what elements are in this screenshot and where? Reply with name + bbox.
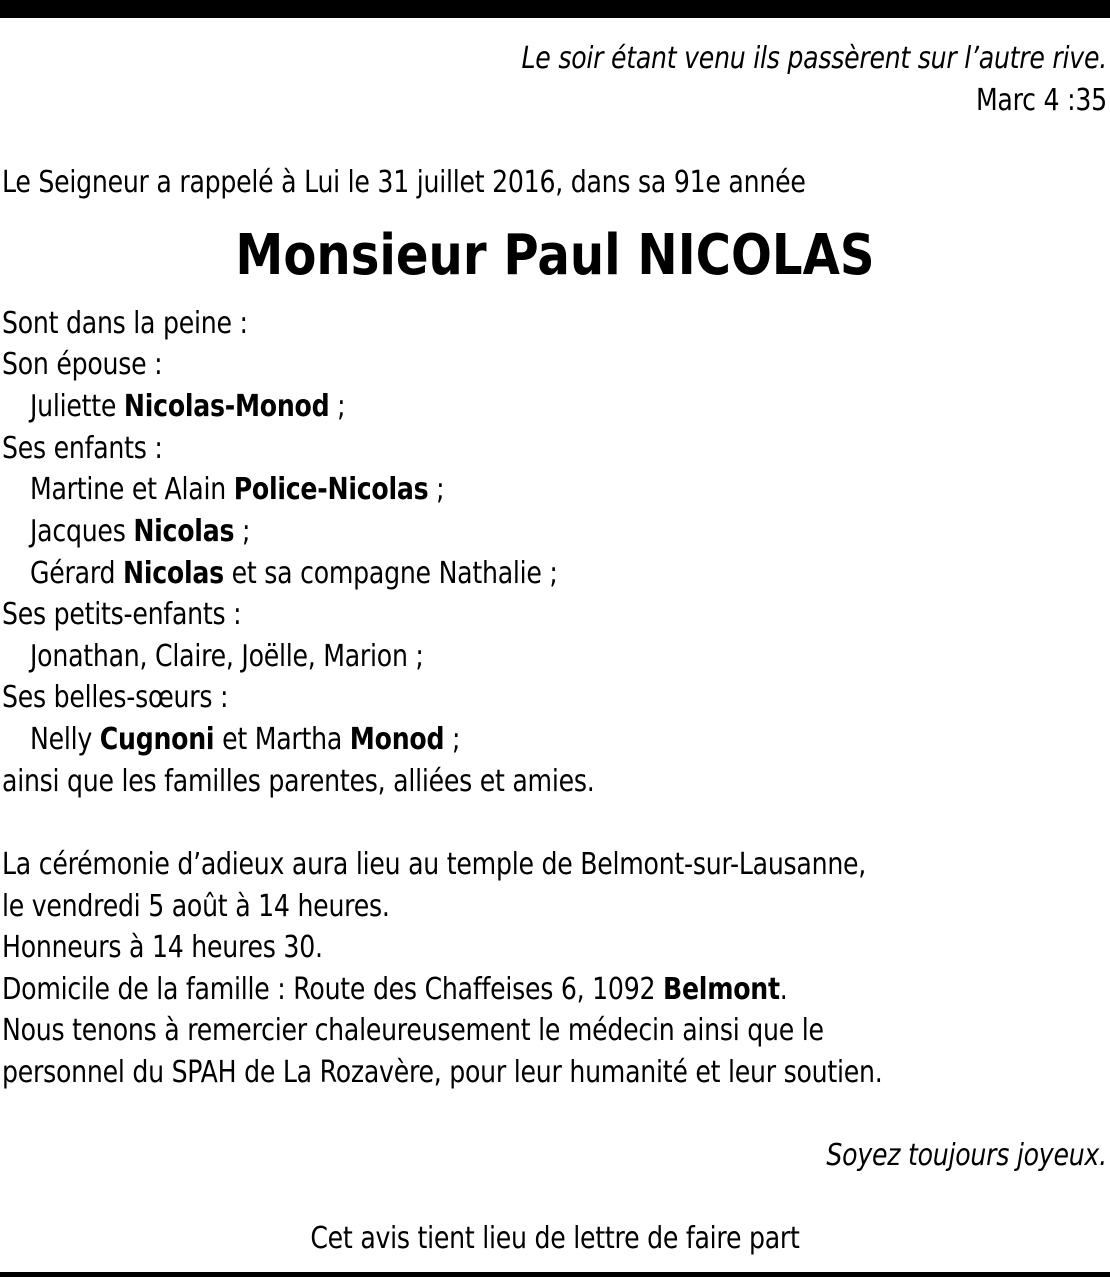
child-2-surname: Nicolas [133,514,235,549]
child-entry-2 [30,512,250,552]
spouse-surname: Nicolas-Monod [123,389,330,424]
domicile-address: Domicile de la famille : Route des Chaffeises 6, 1092 [2,972,664,1007]
child-entry-1 [30,470,444,510]
child-2-punctuation: ; [234,514,251,549]
announcement-line: Le Seigneur a rappelé à Lui le 31 juillet 2016, dans sa 91e année [2,165,806,200]
grandchildren-heading: Ses petits-enfants : [2,597,242,632]
child-3-first-name: Gérard [30,556,124,591]
child-1-first-names: Martine et Alain [30,472,234,507]
domicile-period: . [779,972,788,1007]
ceremony-date: le vendredi 5 août à 14 heures. [2,889,390,924]
child-3-suffix: et sa compagne Nathalie ; [223,556,558,591]
closing-quote: Soyez toujours joyeux. [826,1138,1107,1173]
bottom-border-rule [0,1272,1110,1277]
child-2-first-name: Jacques [30,514,134,549]
families-closing-line: ainsi que les familles parentes, alliées et amies. [2,764,595,799]
sister-in-law-1-first-name: Nelly [30,722,100,757]
epigraph-reference: Marc 4 :35 [976,83,1107,118]
grandchildren-entry: Jonathan, Claire, Joëlle, Marion ; [30,639,424,674]
children-heading: Ses enfants : [2,431,163,466]
thanks-line-1: Nous tenons à remercier chaleureusement le médecin ainsi que le [2,1013,824,1048]
spouse-entry [30,387,345,427]
sisters-in-law-entry [30,720,460,760]
sister-in-law-1-surname: Cugnoni [99,722,215,757]
spouse-heading: Son épouse : [2,347,163,382]
child-3-surname: Nicolas [123,556,224,591]
family-domicile [2,970,788,1010]
spouse-first-name: Juliette [30,389,124,424]
top-border-rule [0,0,1110,18]
child-1-surname: Police-Nicolas [233,472,429,507]
sisters-in-law-punctuation: ; [444,722,461,757]
child-1-punctuation: ; [428,472,445,507]
footer-note: Cet avis tient lieu de lettre de faire part [310,1221,800,1256]
ceremony-location: La cérémonie d’adieux aura lieu au temple de Belmont-sur-Lausanne, [2,847,867,882]
sister-in-law-2-surname: Monod [349,722,445,757]
sisters-in-law-heading: Ses belles-sœurs : [2,680,229,715]
sisters-in-law-connector: et Martha [214,722,350,757]
mourners-intro: Sont dans la peine : [2,306,248,341]
thanks-line-2: personnel du SPAH de La Rozavère, pour leur humanité et leur soutien. [2,1055,883,1090]
epigraph-quote: Le soir étant venu ils passèrent sur l’autre rive. [521,41,1107,76]
deceased-name: Monsieur Paul NICOLAS [235,223,875,288]
domicile-town: Belmont [663,972,780,1007]
honours-time: Honneurs à 14 heures 30. [2,930,323,965]
child-entry-3 [30,554,558,594]
spouse-punctuation: ; [329,389,346,424]
